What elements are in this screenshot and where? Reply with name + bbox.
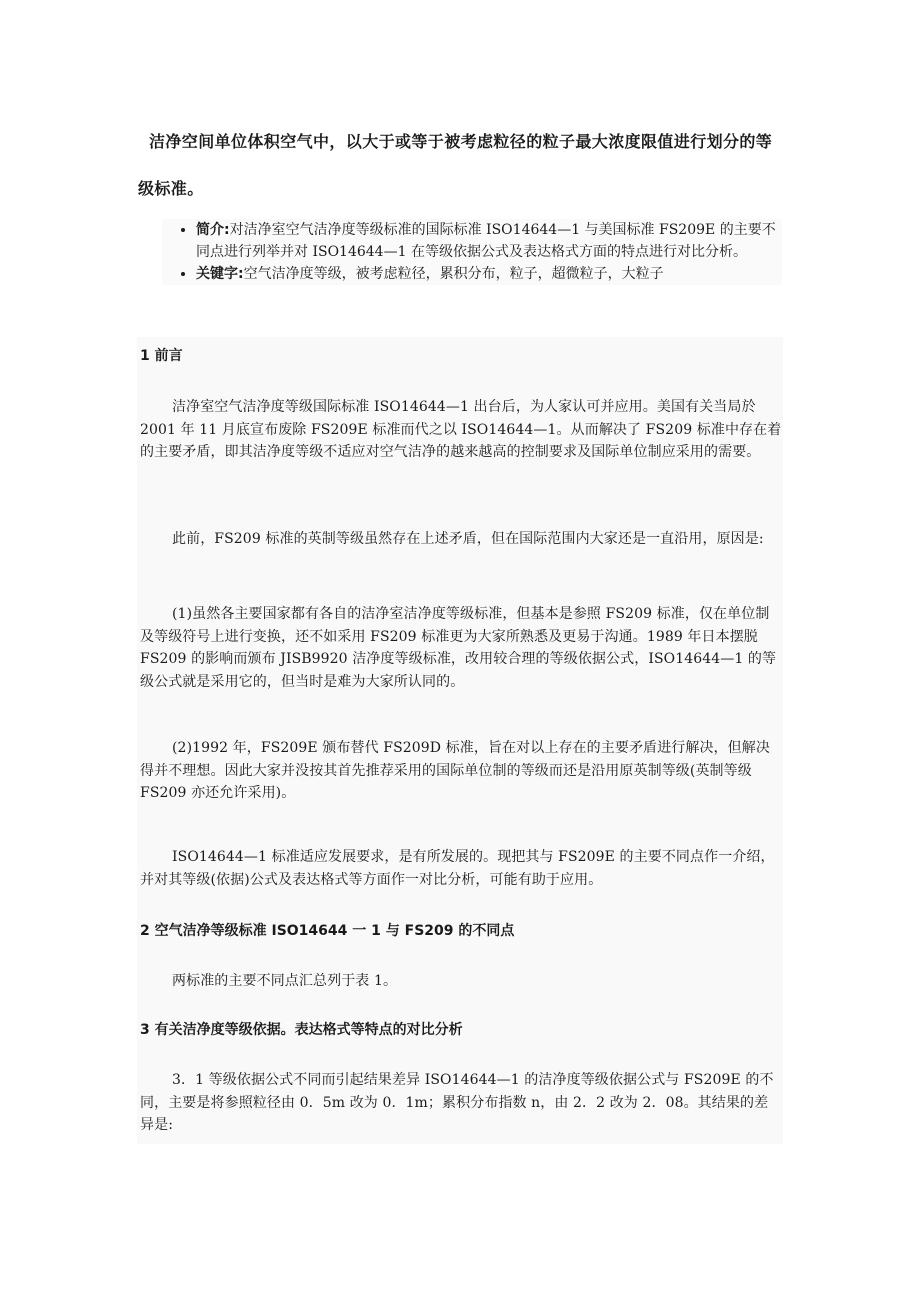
paragraph-2: 此前，FS209 标准的英制等级虽然存在上述矛盾，但在国际范围内大家还是一直沿用，原因是: <box>172 531 764 547</box>
document-title: 洁净空间单位体积空气中，以大于或等于被考虑粒径的粒子最大浓度限值进行划分的等级标准。 <box>138 132 773 198</box>
paragraph-6: 两标准的主要不同点汇总列于表 1。 <box>172 973 398 989</box>
keywords-item <box>196 263 782 285</box>
summary-item <box>196 219 782 263</box>
summary-label: 简介: <box>196 222 230 238</box>
intro-list <box>162 219 782 285</box>
paragraph-7: 3．1 等级依据公式不同而引起结果差异 ISO14644—1 的洁净度等级依据公式与 FS209E 的不同，主要是将参照粒径由 0．5m 改为 0．1m；累积分布指数 n，由 2．2 改为 2．08。其结果的差异是: <box>140 1072 774 1133</box>
keywords-text: 空气洁净度等级，被考虑粒径，累积分布，粒子，超微粒子，大粒子 <box>243 266 664 282</box>
paragraph-1: 洁净室空气洁净度等级国际标准 ISO14644—1 出台后，为人家认可并应用。美国有关当局於 2001 年 11 月底宣布废除 FS209E 标准而代之以 ISO14644—1。从而解决了 FS209 标准中存在着的主要矛盾，即其洁净度等级不适应对空气洁净的越来越高的控制要求及国际单位制应采用的需要。 <box>140 399 782 460</box>
paragraph-3: (1)虽然各主要国家都有各自的洁净室洁净度等级标准，但基本是参照 FS209 标准，仅在单位制及等级符号上进行变换，还不如采用 FS209 标准更为大家所熟悉及更易于沟通。1989 年日本摆脱 FS209 的影响而颁布 JISB9920 洁净度等级标准，改用较合理的等级依据公式，ISO14644—1 的等级公式就是采用它的，但当时是难为大家所认同的。 <box>140 606 777 690</box>
section-1-heading: 1 前言 <box>140 348 183 364</box>
section-3-heading: 3 有关洁净度等级依据。表达格式等特点的对比分析 <box>140 1022 463 1038</box>
intro-summary-box <box>162 219 782 285</box>
paragraph-5: ISO14644—1 标准适应发展要求，是有所发展的。现把其与 FS209E 的主要不同点作一介绍，并对其等级(依据)公式及表达格式等方面作一对比分析，可能有助于应用。 <box>140 849 775 888</box>
section-2-heading: 2 空气洁净等级标准 ISO14644 一 1 与 FS209 的不同点 <box>140 923 515 939</box>
paragraph-4: (2)1992 年，FS209E 颁布替代 FS209D 标准，旨在对以上存在的主要矛盾进行解决，但解决得并不理想。因此大家并没按其首先推荐采用的国际单位制的等级而还是沿用原英制等级(英制等级 FS209 亦还允许采用)。 <box>140 740 770 801</box>
summary-text: 对洁净室空气洁净度等级标准的国际标准 ISO14644—1 与美国标准 FS209E 的主要不同点进行列举并对 ISO14644—1 在等级依据公式及表达格式方面的特点进行对比分析。 <box>196 222 776 260</box>
keywords-label: 关键字: <box>196 266 244 282</box>
